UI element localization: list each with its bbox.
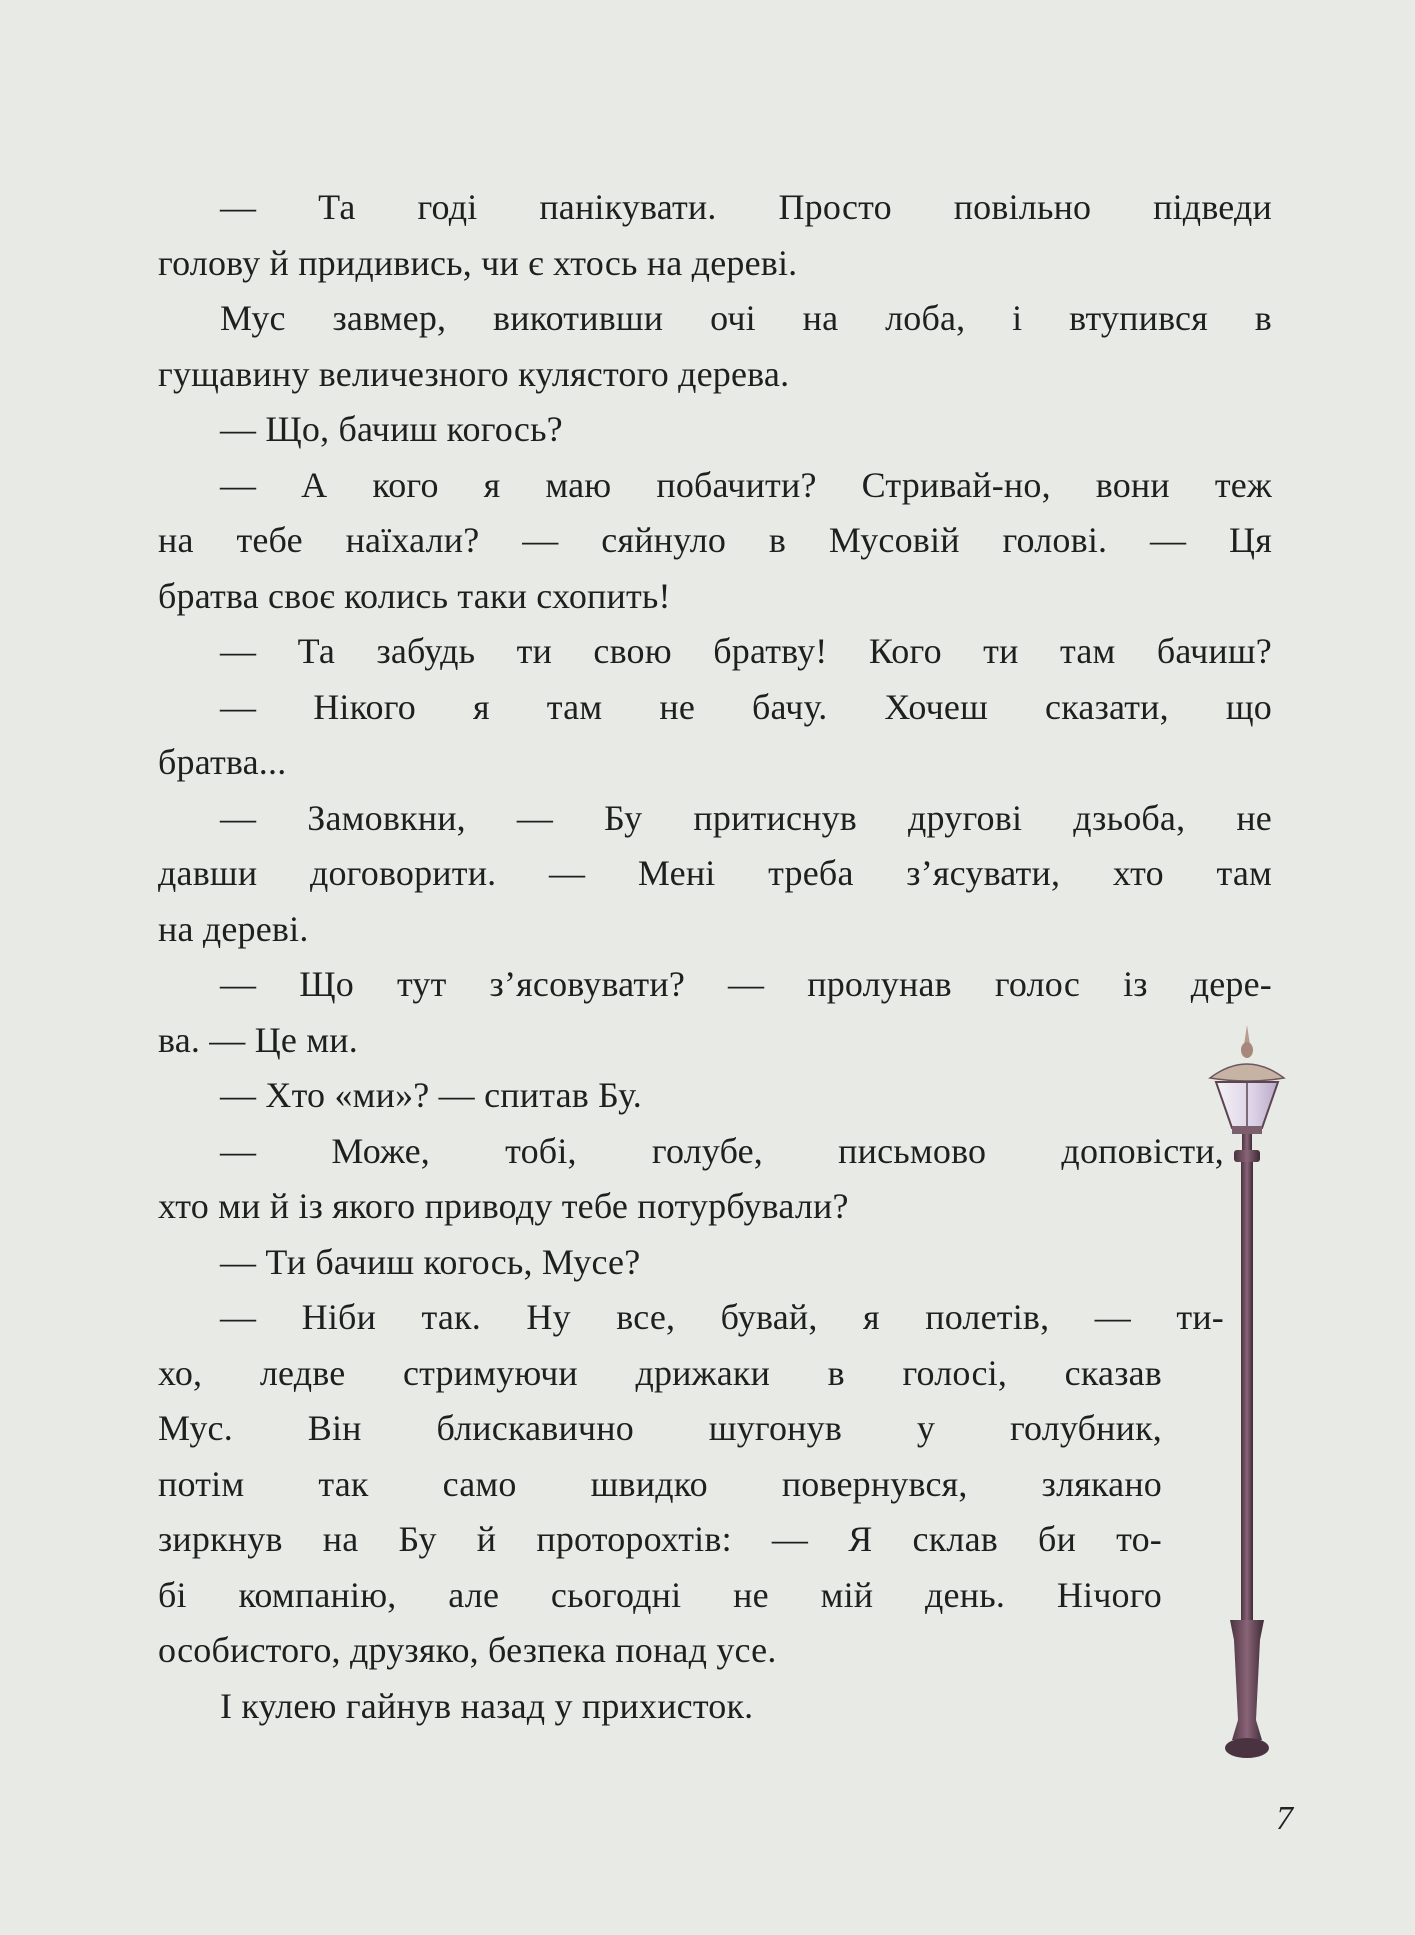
text-line: — А кого я маю побачити? Стривай-но, вони теж [220,464,1272,505]
text-line: бі компанію, але сьогодні не мій день. Нічого [158,1574,1162,1615]
text-line: — Нікого я там не бачу. Хочеш сказати, що [220,686,1272,727]
text-line: — Може, тобі, голубе, письмово доповісти, [220,1130,1224,1171]
text-line: братва своє колись таки схопить! [158,575,671,616]
text-line: — Що тут з’ясовувати? — пролунав голос із дере- [220,964,1272,1004]
text-line: особистого, друзяко, безпека понад усе. [158,1630,777,1670]
text-line: потім так само швидко повернувся, злякано [158,1463,1162,1504]
text-line: І кулею гайнув назад у прихисток. [220,1685,754,1726]
page-number: 7 [1276,1800,1293,1837]
text-line: Мус завмер, викотивши очі на лоба, і втупився в [220,298,1272,338]
text-line: гущавину величезного кулястого дерева. [158,353,790,394]
text-line: на тебе наїхали? — сяйнуло в Мусовій голові. — Ця [158,520,1272,560]
text-line: Мус. Він блискавично шугонув у голубник, [158,1408,1162,1448]
text-line: братва... [158,742,287,782]
text-line: голову й придивись, чи є хтось на дереві. [158,242,798,283]
text-line: — Ти бачиш когось, Мусе? [220,1241,641,1282]
text-line: — Ніби так. Ну все, бувай, я полетів, — ти- [220,1297,1224,1337]
text-line: — Замовкни, — Бу притиснув другові дзьоба, не [220,797,1272,838]
text-line: — Та годі панікувати. Просто повільно підведи [220,187,1272,227]
text-line: давши договорити. — Мені треба з’ясувати, хто там [158,853,1272,893]
street-lamp-illustration [1192,1020,1302,1780]
text-line: ва. — Це ми. [158,1019,358,1060]
text-line: — Що, бачиш когось? [220,409,563,449]
text-line: хо, ледве стримуючи дрижаки в голосі, сказав [158,1352,1162,1393]
text-line: — Та забудь ти свою братву! Кого ти там бачиш? [220,631,1272,671]
text-line: — Хто «ми»? — спитав Бу. [220,1075,642,1115]
text-line: на дереві. [158,908,309,949]
page-body-text [158,180,1272,1734]
text-line: хто ми й із якого приводу тебе потурбували? [158,1186,849,1226]
text-line: зиркнув на Бу й проторохтів: — Я склав би то- [158,1519,1162,1559]
